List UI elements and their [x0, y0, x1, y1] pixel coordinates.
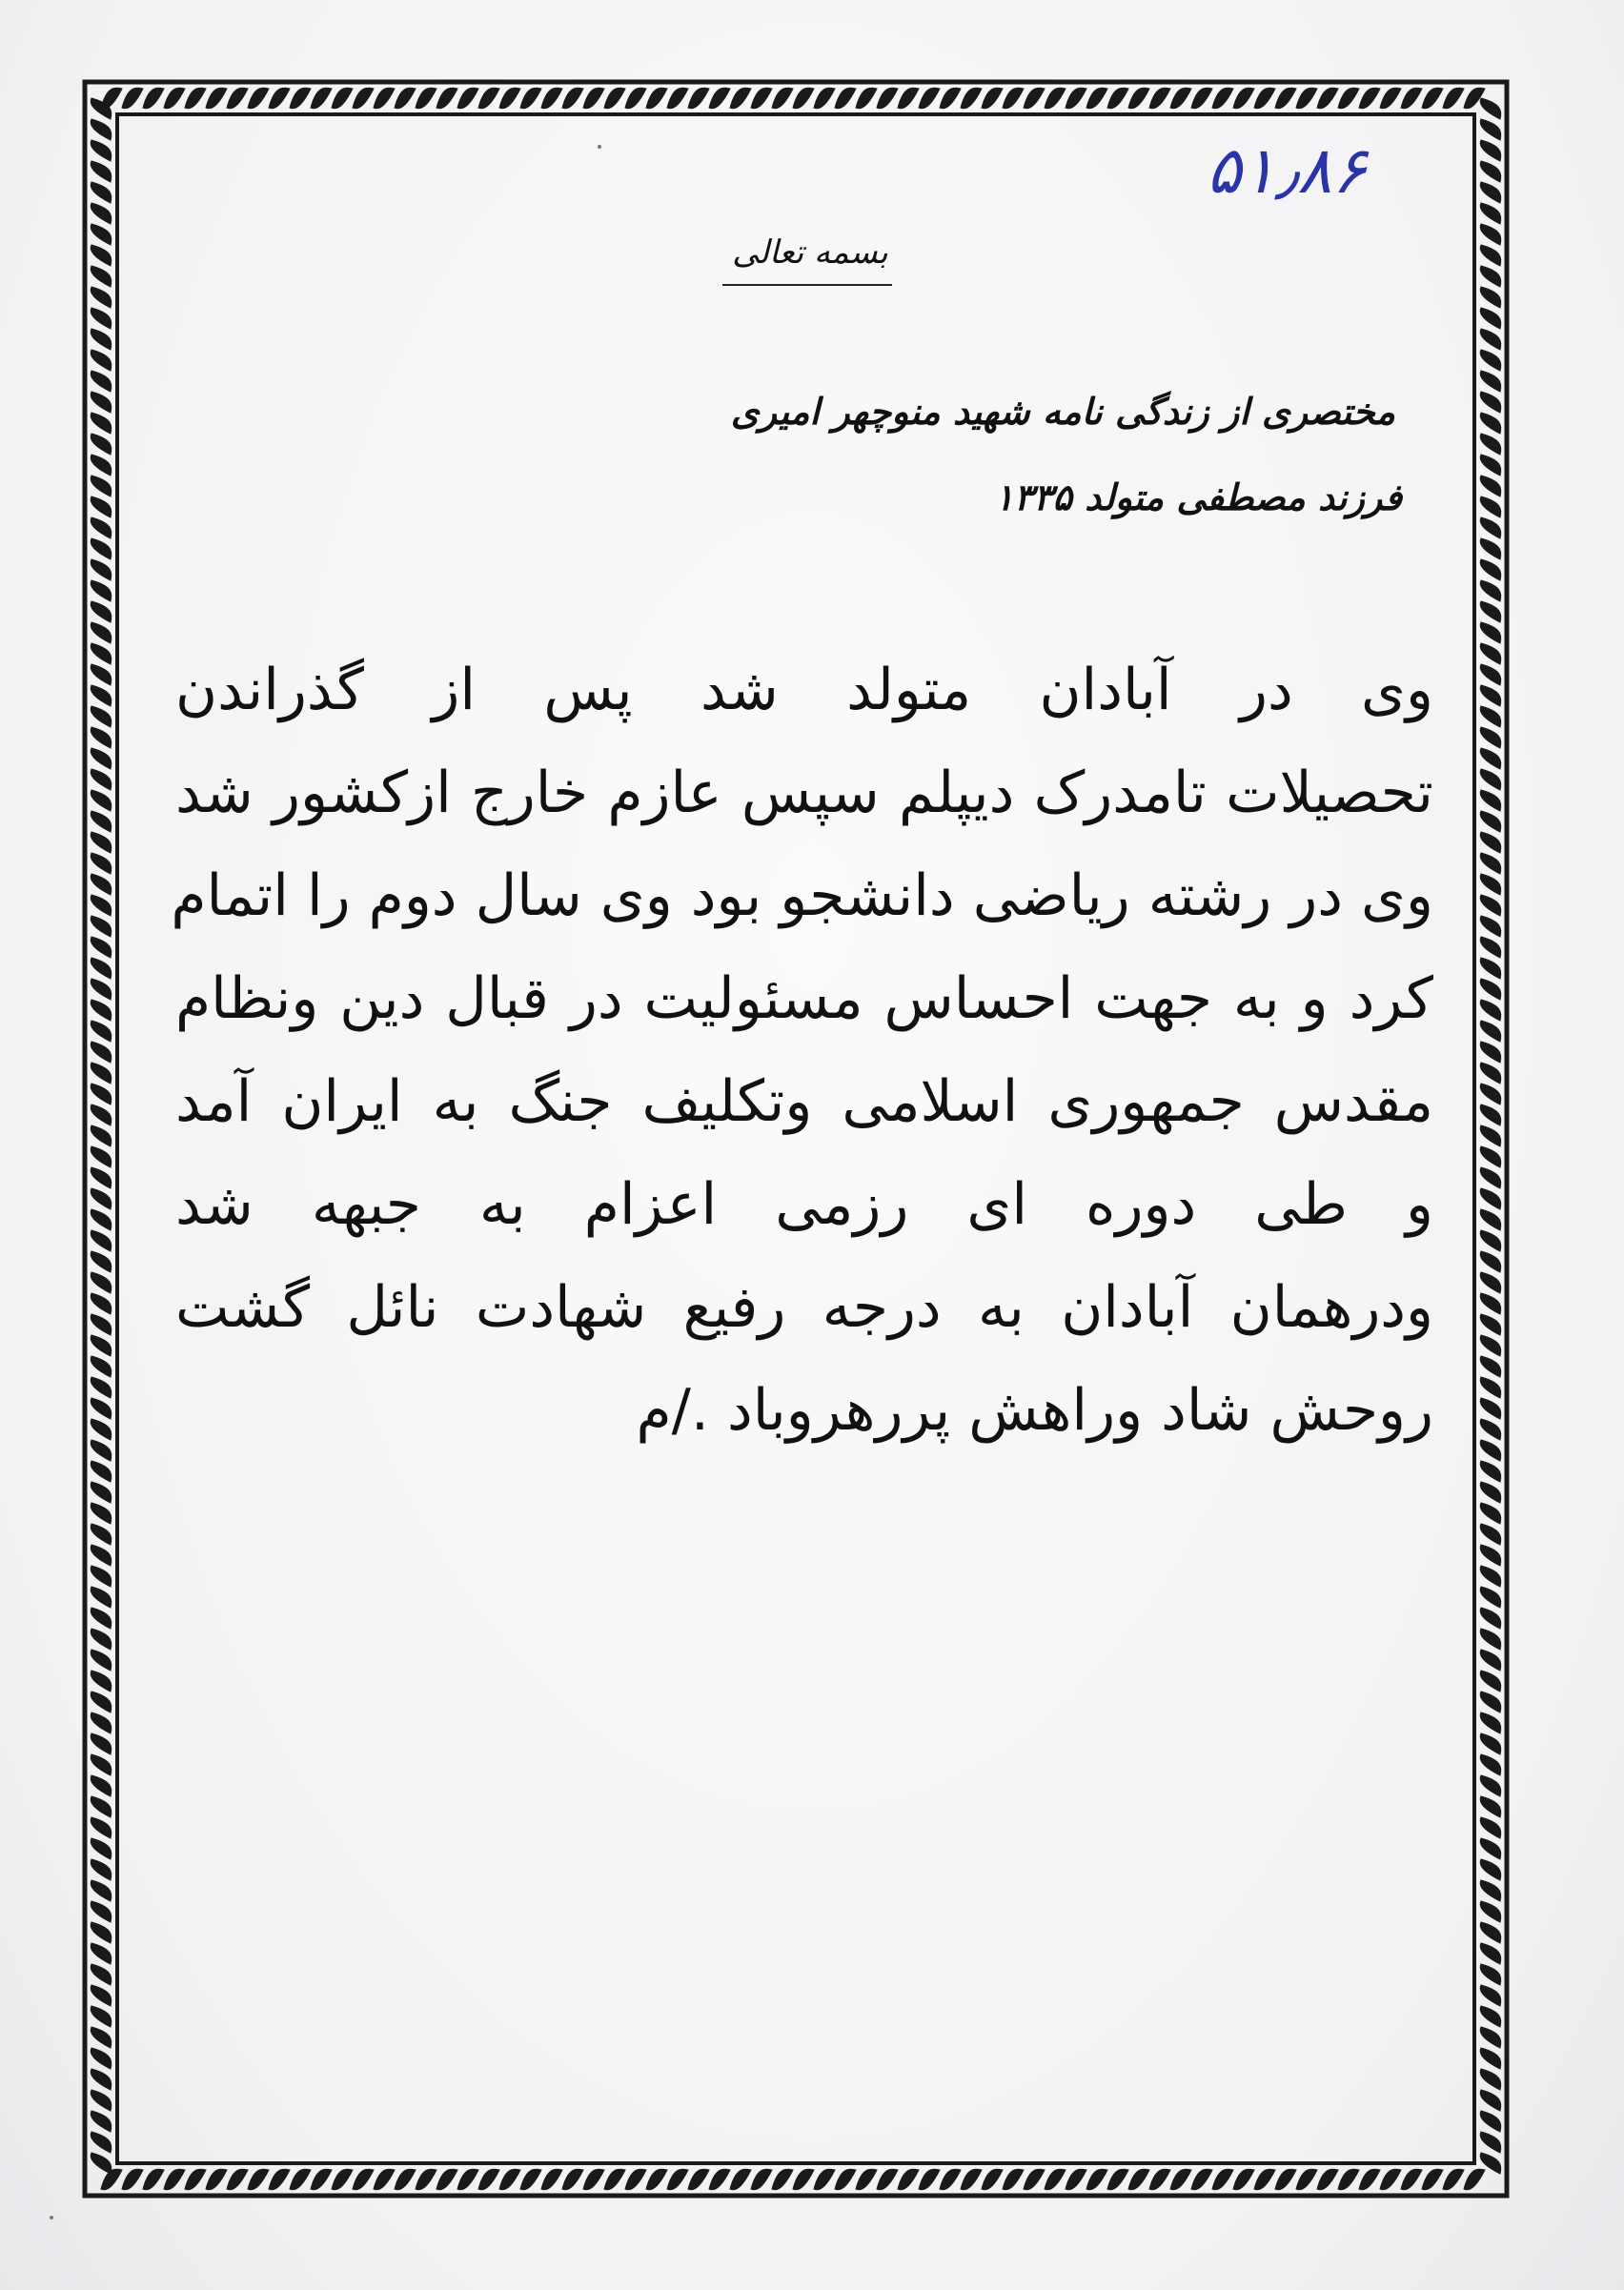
body-line: وی در رشته ریاضی دانشجو بود وی سال دوم را اتمام: [171, 862, 1433, 929]
body-line: وی در آبادان متولد شد پس از گذراندن: [175, 657, 1433, 723]
heading-underline: [722, 284, 892, 286]
handwritten-reference-number: [1172, 133, 1401, 229]
body-line: مقدس جمهوری اسلامی وتکلیف جنگ به ایران آمد: [175, 1068, 1433, 1135]
reference-number-text: ۵۱٫۸۶: [1206, 133, 1368, 209]
document-heading: بسمه تعالی: [732, 233, 888, 272]
document-body: [171, 638, 1433, 1462]
paper-speck: [598, 145, 601, 149]
body-line: کرد و به جهت احساس مسئولیت در قبال دین ونظام: [175, 965, 1433, 1032]
title-line: مختصری از زندگی نامه شهید منوچهر امیری: [730, 391, 1395, 433]
title-line: فرزند مصطفی متولد ۱۳۳۵: [994, 476, 1402, 518]
body-line: و طی دوره ای رزمی اعزام به جبهه شد: [175, 1171, 1433, 1238]
body-line: روحش شاد وراهش پررهروباد ./م: [636, 1377, 1433, 1444]
body-line: تحصیلات تامدرک دیپلم سپس عازم خارج ازکشور شد: [175, 760, 1433, 826]
body-line: ودرهمان آبادان به درجه رفیع شهادت نائل گشت: [175, 1274, 1433, 1341]
paper-speck: [50, 2216, 53, 2219]
